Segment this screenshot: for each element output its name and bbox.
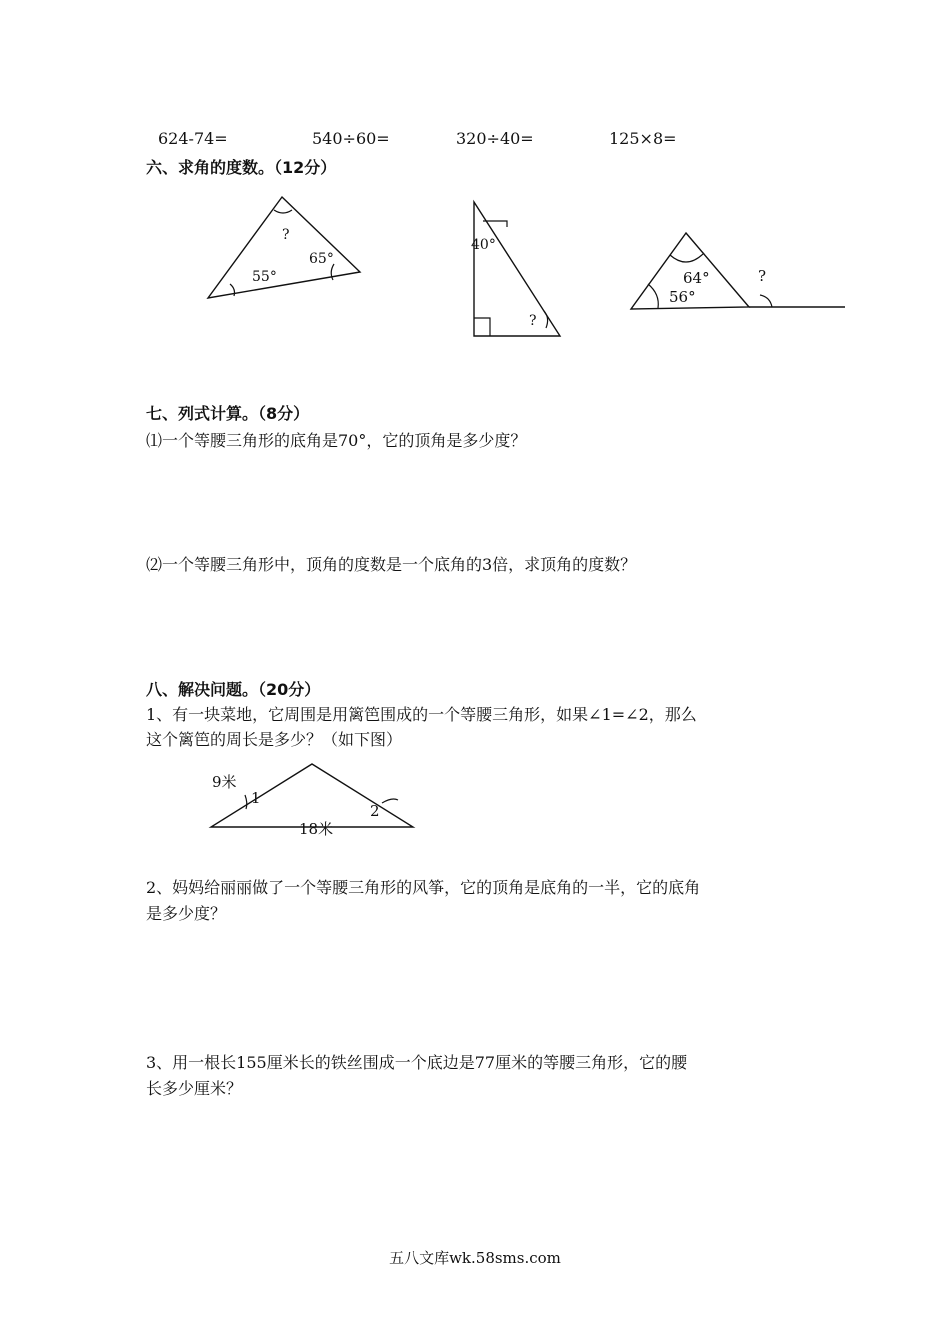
fence-triangle-figure [211,764,413,838]
triangle-2-bottom-label: ? [529,313,537,329]
section8-question-2-line-1: 2、妈妈给丽丽做了一个等腰三角形的风筝，它的顶角是底角的一半，它的底角 [146,878,701,897]
triangle-1-top-label: ? [282,227,290,243]
triangle-1-left-label: 55° [252,269,277,285]
triangle-figure-3 [631,233,845,309]
angle-1-arc [245,795,247,809]
fence-base-label: 18米 [299,820,334,838]
triangle-3-left-label: 56° [669,288,696,306]
triangle-2-bottom-arc [544,311,548,328]
section8-question-1-line-2: 这个篱笆的周长是多少？（如下图） [146,730,403,749]
section7-question-1: ⑴一个等腰三角形的底角是70°，它的顶角是多少度？ [146,431,527,450]
footer-source: 五八文库wk.58sms.com [389,1249,561,1267]
fence-side-label: 9米 [212,773,237,791]
right-angle-mark [474,318,490,336]
section8-question-3-line-1: 3、用一根长155厘米长的铁丝围成一个底边是77厘米的等腰三角形，它的腰 [146,1053,688,1072]
angle-2-label: 2 [370,802,380,820]
calc-4: 125×8= [609,129,677,148]
section7-question-2: ⑵一个等腰三角形中，顶角的度数是一个底角的3倍，求顶角的度数？ [146,555,637,574]
section8-heading: 八、解决问题。（20分） [146,680,321,699]
exterior-angle-arc [760,295,772,307]
section7-heading: 七、列式计算。（8分） [146,404,310,423]
triangle-1-outline [208,197,360,298]
angle-1-label: 1 [251,789,261,807]
section8-question-3-line-2: 长多少厘米？ [146,1079,243,1098]
triangle-3-top-arc [670,253,704,262]
angle-2-arc [382,799,398,803]
fence-triangle-outline [211,764,413,827]
triangle-figure-1 [208,197,360,298]
triangle-1-right-label: 65° [309,251,334,267]
calc-3: 320÷40= [456,129,534,148]
triangle-3-left-arc [648,284,658,308]
exterior-angle-label: ? [758,267,767,285]
calc-2: 540÷60= [312,129,390,148]
triangle-1-top-arc [274,210,292,213]
section8-question-1-line-1: 1、有一块菜地，它周围是用篱笆围成的一个等腰三角形，如果∠1=∠2，那么 [146,705,697,724]
triangle-2-top-label: 40° [471,237,496,253]
triangle-figure-2 [471,202,560,336]
section6-heading: 六、求角的度数。（12分） [146,158,337,177]
calc-1: 624-74= [158,129,228,148]
triangle-3-top-label: 64° [683,269,710,287]
section8-question-2-line-2: 是多少度？ [146,904,227,923]
